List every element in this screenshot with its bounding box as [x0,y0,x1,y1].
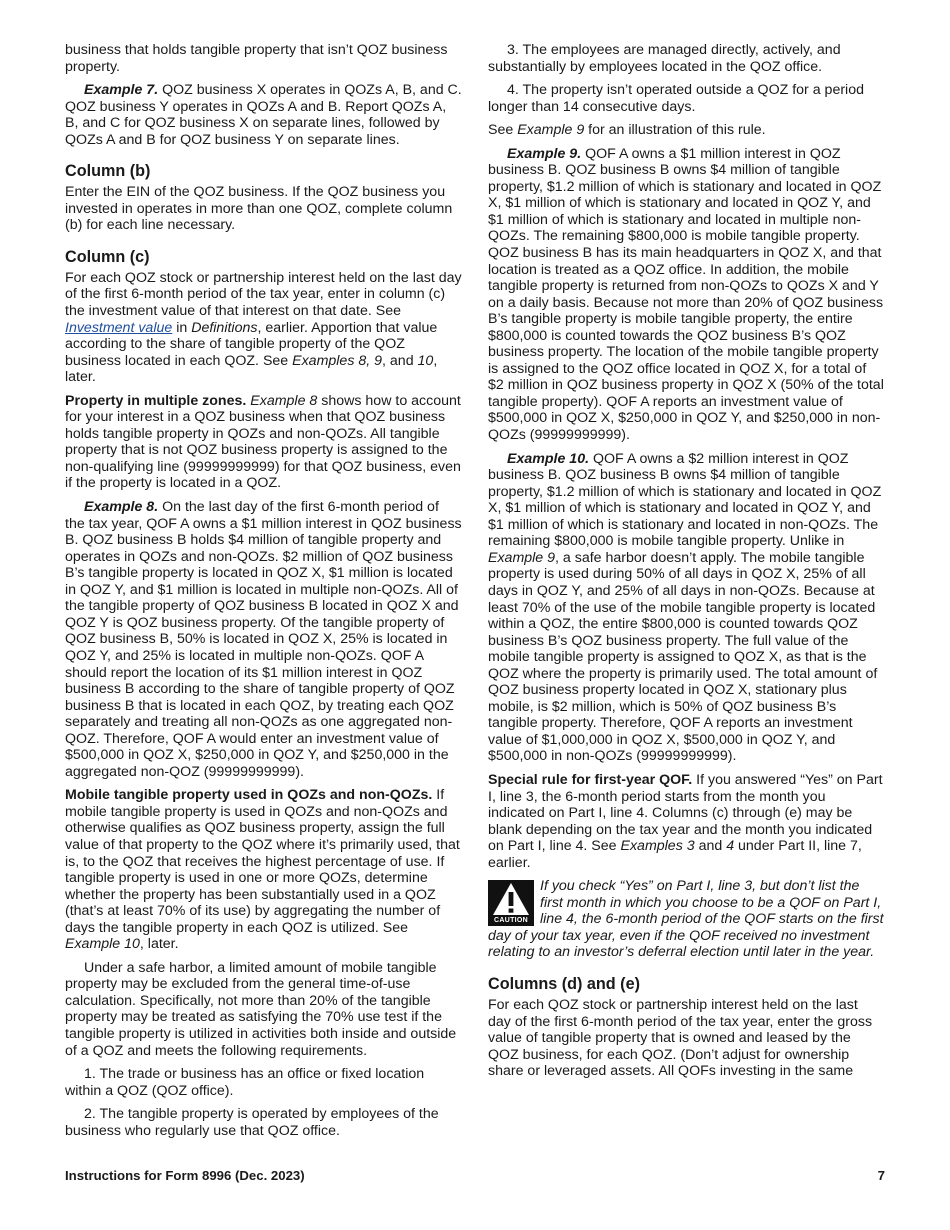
text: and [694,838,727,855]
paragraph-multiple-zones [65,393,462,492]
text-italic: Examples 8, 9 [292,352,383,369]
paragraph-safe-harbor: Under a safe harbor, a limited amount of mobile tangible property may be excluded from the general time-of-use calculation. Specifically, not more than 20% of the tangible property may be treated as satisfying the 70% use test if the tangible property is utilized in activities both inside and outside of a QOZ and meets the following requirements. [65,959,457,1059]
example-9 [488,146,884,444]
example-text: QOZ business X operates in QOZs A, B, and C. QOZ business Y operates in QOZs A and B. Report QOZs A, B, and C for QOZ business X on separate lines, followed by QOZs A and B for QOZ business Y on separate lines. [65,82,462,148]
text: , a safe harbor doesn’t apply. The mobile tangible property is used during 50% of all days in QOZ X, 25% of all days in QOZ Y, and 25% of all days in non-QOZs. Because at least 70% of the use of the mobile tangible property is located within a QOZ, the entire $800,000 is counted towards QOZ business B’s QOZ business property. The full value of the mobile tangible property is assigned to QOZ X, as that is the QOZ where the property is primarily used. The total amount of QOZ business property located in QOZ X, stationary plus mobile, is $2 million, which is 50% of QOZ business B’s tangible property. Therefore, QOF A reports an investment value of $1,000,000 in QOZ X, $500,000 in QOZ Y, and $500,000 in non-QOZs (99999999999). [488,549,878,765]
text: under Part II, line 7, earlier. [488,838,862,871]
requirement-4: 4. The property isn’t operated outside a QOZ for a period longer than 14 consecutive days. [488,82,864,115]
caution-icon [488,880,534,926]
text: in [172,319,192,336]
requirement-1: 1. The trade or business has an office or fixed location within a QOZ (QOZ office). [65,1066,425,1099]
text-italic: Examples 3 [620,838,695,855]
right-column [488,42,884,1087]
example-8 [65,499,462,780]
heading-column-c: Column (c) [65,247,150,266]
run-in-heading: Mobile tangible property used in QOZs and non-QOZs. [65,787,433,804]
requirement-2: 2. The tangible property is operated by employees of the business who regularly use that QOZ office. [65,1106,439,1139]
example-text: QOF A owns a $1 million interest in QOZ business B. QOZ business B owns $4 million of tangible property, $1.2 million of which is stationary and located in QOZ X, $1 million of which is stationary and located in QOZ Y, and $1 million of which is stationary and located in multiple non-QOZs. The remaining $800,000 is mobile tangible property. QOZ business B has its main headquarters in QOZ X, and that location is treated as a QOZ office. In addition, the mobile tangible property is returned from non-QOZs to QOZs X and Y on a daily basis. Because not more than 20% of QOZ business B’s tangible property is mobile tangible property, the entire $800,000 is counted towards the QOZ business B’s QOZ business property. The location of the mobile tangible property is assigned to the QOZ office located in QOZ X, for a total of $2 million in QOZ business property in QOZ X (50% of the total tangible property). QOF A reports an investment value of $500,000 in QOZ X, $250,000 in QOZ Y, and $250,000 in non-QOZs (99999999999). [488,145,884,444]
left-column [65,42,462,1146]
page-footer [65,1168,885,1183]
paragraph: For each QOZ stock or partnership interest held on the last day of the first 6-month period of the tax year, enter the gross value of tangible property that is owned and leased by the QOZ business, for each QOZ. (Don’t adjust for ownership share or leveraged assets. All QOFs investing in the same [488,996,873,1080]
paragraph-mobile-property [65,787,462,952]
text: for an illustration of this rule. [584,122,766,139]
text-italic: Example 9 [517,122,585,139]
text: , later. [65,352,438,386]
paragraph: Enter the EIN of the QOZ business. If the QOZ business you invested in operates in more than one QOZ, complete column (b) for each line necessary. [65,184,453,234]
requirement-3: 3. The employees are managed directly, actively, and substantially by employees located in the QOZ office. [488,42,841,75]
example-label: Example 9. [507,145,582,162]
text-italic: Example 10 [65,936,140,953]
text-italic: Example 9 [488,549,556,566]
caution-note [488,878,884,961]
example-label: Example 10. [507,450,590,467]
text: If you answered “Yes” on Part I, line 3, the 6-month period starts from the month you indicated on Part I, line 4. Columns (c) through (e) may be blank depending on the tax year and the month you indicated on Part I, line 4. See [488,771,883,855]
paragraph-column-c [65,270,462,386]
text-italic: Example 8 [250,392,318,409]
paragraph-see-example [488,122,884,139]
example-7 [65,82,462,148]
paragraph-special-rule [488,772,884,871]
footer-title: Instructions for Form 8996 (Dec. 2023) [65,1168,305,1183]
text-italic: 10 [417,352,434,369]
text: , and [382,352,418,369]
text-italic: 4 [726,838,735,855]
investment-value-link[interactable]: Investment value [65,319,173,336]
text: , earlier. Apportion that value according to the share of tangible property of the QOZ business located in each QOZ. See [65,319,438,369]
run-in-heading: Property in multiple zones. [65,392,247,409]
text-italic: Definitions [191,319,258,336]
text: If mobile tangible property is used in QOZs and non-QOZs and otherwise qualifies as QOZ business property, assign the full value of that property to the QOZ where it’s primarily used, that is, to the QOZ that receives the highest percentage of use. If tangible property is used in one or more QOZs, determine whether the property has been substantially used in a QOZ (that’s at least 70% of its use) by aggregating the number of days the tangible property in each QOZ is utilized. See [65,787,460,936]
example-label: Example 7. [84,82,159,99]
text: , later. [139,936,179,953]
run-in-heading: Special rule for first-year QOF. [488,771,693,788]
page-number: 7 [877,1168,885,1183]
heading-columns-d-e: Columns (d) and (e) [488,974,640,993]
text: See [488,122,518,139]
example-text: On the last day of the first 6-month period of the tax year, QOF A owns a $1 million interest in QOZ business B. QOZ business B holds $4 million of tangible property and operates in QOZs and non-QOZs. $2 million of QOZ business B’s tangible property is located in QOZ X, $1 million is located in QOZ Y, and $1 million is located in multiple non-QOZs. All of the tangible property of QOZ business B located in QOZ X and QOZ Y is QOZ business property. Of the tangible property of QOZ business B, 50% is located in QOZ X, 25% is located in QOZ Y, and 25% is located in multiple non-QOZs. QOF A should report the location of its $1 million interest in QOZ business B according to the share of tangible property of QOZ business B that is located in each QOZ, by treating each QOZ separately and treating all non-QOZs as one aggregated non-QOZ. Therefore, QOF A would enter an investment value of $500,000 in QOZ X, $250,000 in QOZ Y, and $250,000 in the aggregated non-QOZ (99999999999). [65,499,462,780]
caution-text: If you check “Yes” on Part I, line 3, but don’t list the first month in which you choose to be a QOF on Part I, line 4, the 6-month period of the QOF starts on the first day of your tax year, even if the QOF received no investment relating to an investor’s deferral election until later in the year. [488,878,884,961]
text: For each QOZ stock or partnership interest held on the last day of the first 6-month period of the tax year, enter in column (c) the investment value of that interest on that date. See [65,269,462,320]
caution-label: CAUTION [494,917,528,925]
heading-column-b: Column (b) [65,162,151,181]
text: shows how to account for your interest in a QOZ business when that QOZ business holds tangible property in QOZs and non-QOZs. All tangible property that is not QOZ business property is assigned to the non-qualifying line (99999999999) for that QOZ business, even if the property is located in a QOZ. [65,392,461,492]
example-10 [488,451,884,765]
text: QOF A owns a $2 million interest in QOZ business B. QOZ business B owns $4 million of tangible property, $1.2 million of which is stationary and located in QOZ X, $1 million of which is stationary and located in QOZ Y, and $1 million of which is stationary and located in non-QOZs. The remaining $800,000 is mobile tangible property. Unlike in [488,450,882,550]
paragraph: business that holds tangible property that isn’t QOZ business property. [65,42,448,75]
example-label: Example 8. [84,499,159,516]
